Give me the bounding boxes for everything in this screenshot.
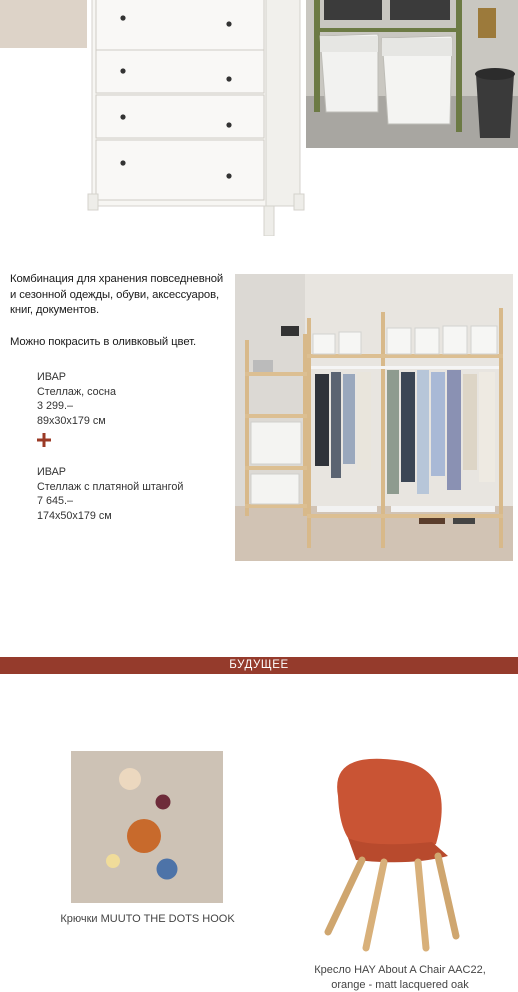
- color-swatch: [0, 0, 87, 48]
- product-size: 89x30x179 см: [37, 414, 116, 429]
- description-line: книг, документов.: [10, 303, 232, 319]
- section-banner: БУДУЩЕЕ: [0, 657, 518, 674]
- chair-caption-line: orange - matt lacquered oak: [290, 978, 510, 992]
- product-ivar-rail-shelf: [37, 465, 183, 523]
- hooks-caption: Крючки MUUTO THE DOTS HOOK: [40, 913, 255, 925]
- wardrobe-image: [235, 274, 513, 561]
- product-type: Стеллаж с платяной штангой: [37, 480, 183, 495]
- product-ivar-shelf: [37, 370, 116, 428]
- product-name: ИВАР: [37, 465, 183, 480]
- description: [10, 272, 232, 350]
- description-note: Можно покрасить в оливковый цвет.: [10, 335, 232, 351]
- product-price: 3 299.–: [37, 399, 116, 414]
- chair-image: [300, 752, 490, 962]
- product-price: 7 645.–: [37, 494, 183, 509]
- product-size: 174x50x179 см: [37, 509, 183, 524]
- dresser-image: [86, 0, 306, 236]
- plus-icon: [36, 432, 52, 448]
- storage-bins-image: [306, 0, 518, 148]
- product-name: ИВАР: [37, 370, 116, 385]
- dots-hooks-image: [71, 751, 223, 903]
- chair-caption: [290, 963, 510, 992]
- description-line: Комбинация для хранения повседневной: [10, 272, 232, 288]
- product-type: Стеллаж, сосна: [37, 385, 116, 400]
- chair-caption-line: Кресло HAY About A Chair AAC22,: [290, 963, 510, 978]
- description-line: и сезонной одежды, обуви, аксессуаров,: [10, 288, 232, 304]
